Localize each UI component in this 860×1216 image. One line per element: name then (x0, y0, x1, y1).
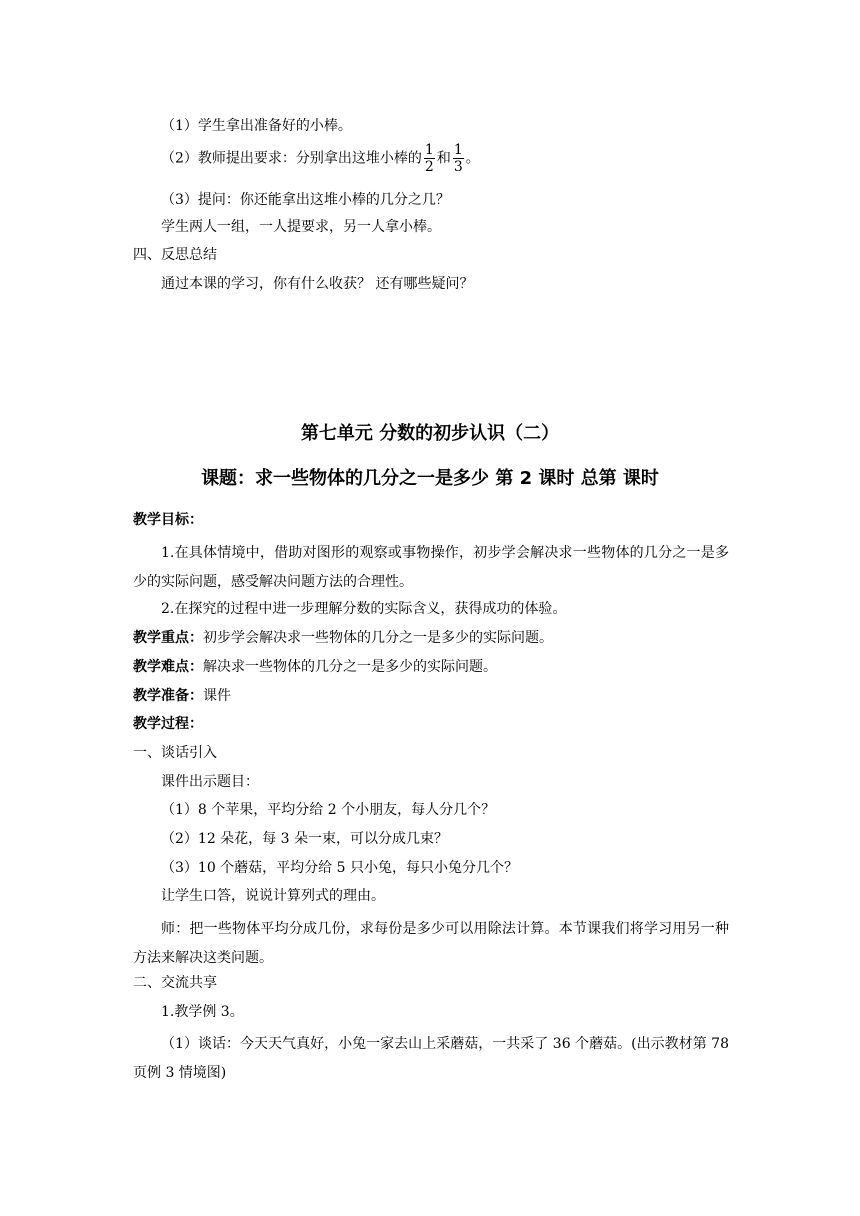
unit-title: 第七单元 分数的初步认识（二） (300, 423, 560, 444)
section-heading: 二、交流共享 (133, 975, 217, 991)
denominator: 3 (453, 159, 463, 175)
numerator: 1 (424, 142, 434, 158)
numerator: 1 (453, 142, 463, 158)
text-line: 通过本课的学习，你有什么收获？ 还有哪些疑问？ (161, 276, 474, 292)
text-fragment: 和 (436, 150, 451, 167)
goals-label: 教学目标： (133, 512, 203, 528)
key-point-text: 初步学会解决求一些物体的几分之一是多少的实际问题。 (203, 630, 553, 646)
question-1: （1）8 个苹果，平均分给 2 个小朋友，每人分几个？ (161, 802, 496, 818)
lesson-title: 课题：求一些物体的几分之一是多少 第 2 课时 总第 课时 (201, 468, 659, 489)
process-label: 教学过程： (133, 716, 203, 732)
text-line: 让学生口答，说说计算列式的理由。 (161, 888, 385, 904)
text-line: 学生两人一组，一人提要求，另一人拿小棒。 (161, 219, 441, 235)
text-line-with-fractions (161, 142, 480, 175)
text-line: 1.教学例 3。 (161, 1004, 244, 1020)
text-line: （3）提问：你还能拿出这堆小棒的几分之几？ (161, 192, 450, 208)
teacher-paragraph: 师：把一些物体平均分成几份，求每份是多少可以用除法计算。本节课我们将学习用另一种方法来解决这类问题。 (133, 921, 729, 966)
difficulty-text: 解决求一些物体的几分之一是多少的实际问题。 (203, 659, 497, 675)
goal-1: 1.在具体情境中，借助对图形的观察或事物操作，初步学会解决求一些物体的几分之一是多少的实际问题，感受解决问题方法的合理性。 (133, 545, 729, 590)
question-3: （3）10 个蘑菇，平均分给 5 只小兔，每只小兔分几个？ (161, 860, 518, 876)
denominator: 2 (424, 159, 434, 175)
section-heading: 四、反思总结 (133, 247, 217, 263)
goal-2: 2.在探究的过程中进一步理解分数的实际含义，获得成功的体验。 (161, 601, 567, 617)
section-heading: 一、谈话引入 (133, 745, 217, 761)
difficulty-line (133, 657, 497, 677)
preparation-label: 教学准备： (133, 688, 203, 704)
text-line: （1）学生拿出准备好的小棒。 (161, 118, 352, 134)
key-point-label: 教学重点： (133, 630, 203, 646)
key-point-line (133, 628, 553, 648)
preparation-text: 课件 (203, 688, 231, 704)
fraction (424, 142, 435, 175)
fraction (453, 142, 464, 175)
talk-paragraph: （1）谈话：今天天气真好，小兔一家去山上采蘑菇，一共采了 36 个蘑菇。(出示教材第 78 页例 3 情境图) (133, 1036, 729, 1081)
text-fragment: （2）教师提出要求：分别拿出这堆小棒的 (161, 150, 422, 167)
difficulty-label: 教学难点： (133, 659, 203, 675)
text-fragment: 。 (465, 150, 480, 167)
text-line: 课件出示题目： (161, 774, 259, 790)
question-2: （2）12 朵花，每 3 朵一束，可以分成几束？ (161, 831, 448, 847)
preparation-line (133, 686, 231, 706)
